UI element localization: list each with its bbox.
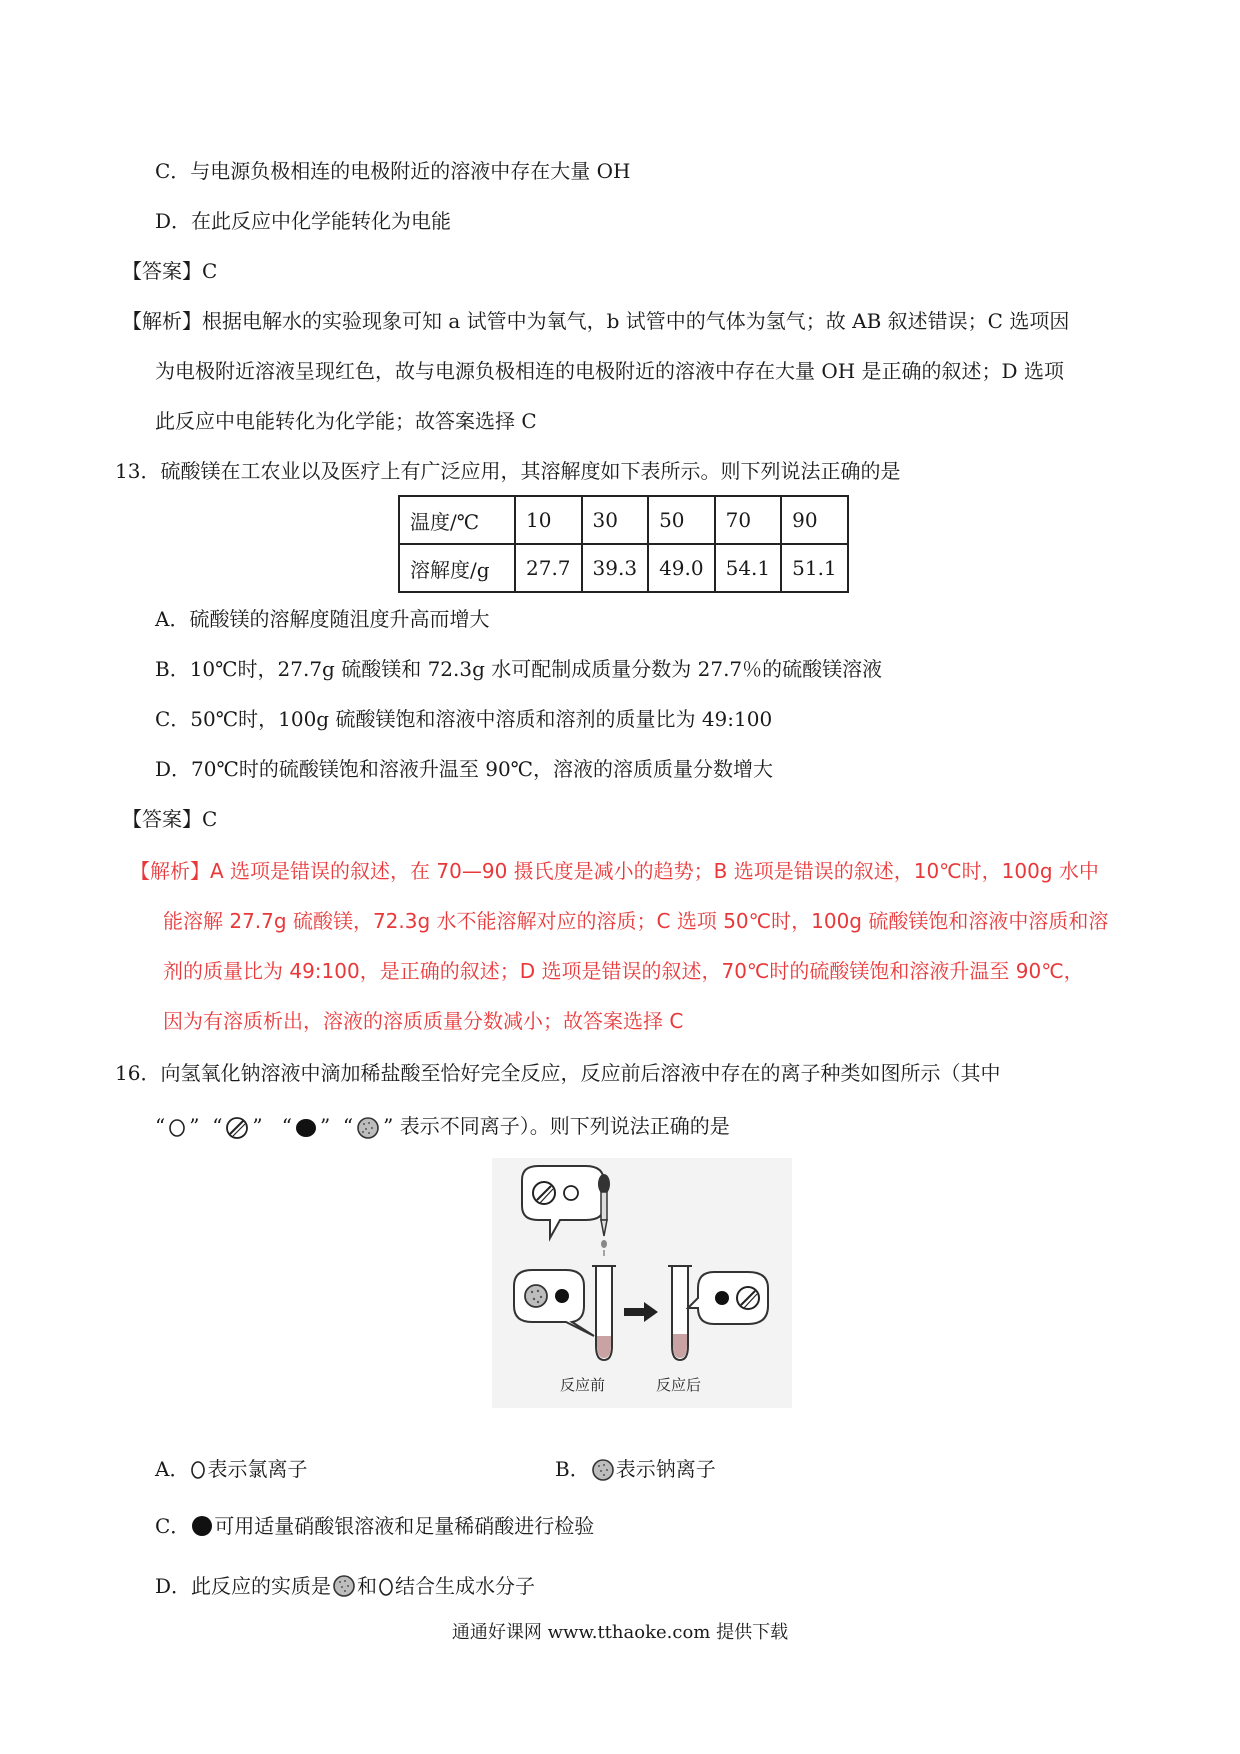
- solubility-table: [398, 495, 849, 593]
- q16-option-d-prefix: D．此反应的实质是: [155, 1574, 332, 1598]
- open-quote: “: [212, 1114, 223, 1138]
- q16-option-b: [555, 1455, 716, 1484]
- label-after: 反应后: [656, 1376, 702, 1394]
- dotted-circle-ion-icon: [525, 1285, 547, 1307]
- table-row-temperature: [399, 496, 848, 544]
- table-header-solubility: 溶解度/g: [399, 544, 515, 592]
- test-tube-before-icon: [592, 1266, 616, 1360]
- open-quote: “: [155, 1114, 166, 1138]
- close-quote: ”: [319, 1114, 331, 1138]
- q16-option-b-suffix: 表示钠离子: [615, 1457, 716, 1481]
- q13-analysis-line-4: 因为有溶质析出，溶液的溶质质量分数减小；故答案选择 C: [163, 1009, 684, 1033]
- table-cell: 54.1: [715, 544, 782, 592]
- q16-option-c-suffix: 可用适量硝酸银溶液和足量稀硝酸进行检验: [214, 1514, 595, 1538]
- hollow-circle-ion-icon: [377, 1577, 395, 1599]
- q12-analysis-line-3: 此反应中电能转化为化学能；故答案选择 C: [155, 409, 537, 433]
- q12-analysis-line-1: 【解析】根据电解水的实验现象可知 a 试管中为氧气，b 试管中的气体为氢气；故 AB 叙述错误；C 选项因: [122, 309, 1070, 333]
- q13-answer: 【答案】C: [122, 807, 218, 831]
- black-circle-ion-icon: [190, 1516, 214, 1540]
- q16-option-d-mid: 和: [357, 1574, 378, 1598]
- table-cell: 10: [515, 496, 582, 544]
- q16-option-c-prefix: C．: [155, 1514, 191, 1538]
- q13-option-b: B．10℃时，27.7g 硫酸镁和 72.3g 水可配制成质量分数为 27.7％的硫酸镁溶液: [155, 657, 883, 681]
- q13-analysis-line-2: 能溶解 27.7g 硫酸镁，72.3g 水不能溶解对应的溶质；C 选项 50℃时，100g 硫酸镁饱和溶液中溶质和溶: [163, 909, 1109, 933]
- q13-stem: 13．硫酸镁在工农业以及医疗上有广泛应用，其溶解度如下表所示。则下列说法正确的是: [115, 459, 901, 483]
- hollow-circle-ion-icon: [167, 1117, 187, 1139]
- close-quote: ”: [252, 1114, 263, 1138]
- table-cell: 70: [715, 496, 782, 544]
- q16-stem-line-2: [155, 1112, 730, 1141]
- test-tube-after-icon: [668, 1266, 692, 1360]
- q13-analysis-line-1: 【解析】A 选项是错误的叙述，在 70—90 摄氏度是减小的趋势；B 选项是错误的叙述，10℃时，100g 水中: [130, 859, 1099, 883]
- table-cell: 39.3: [582, 544, 649, 592]
- q16-option-b-prefix: B．: [555, 1457, 590, 1481]
- table-cell: 30: [582, 496, 649, 544]
- table-cell: 50: [648, 496, 715, 544]
- black-circle-ion-icon: [715, 1291, 729, 1305]
- q12-option-d: D．在此反应中化学能转化为电能: [155, 209, 452, 233]
- table-row-solubility: [399, 544, 848, 592]
- q16-option-d-suffix: 结合生成水分子: [395, 1574, 536, 1598]
- table-header-temperature: 温度/℃: [399, 496, 515, 544]
- q16-option-a-prefix: A．: [155, 1457, 190, 1481]
- q12-option-c: C．与电源负极相连的电极附近的溶液中存在大量 OH: [155, 159, 631, 183]
- q16-option-d: [155, 1572, 535, 1601]
- black-circle-ion-icon: [294, 1117, 318, 1139]
- dotted-circle-ion-icon: [331, 1575, 357, 1601]
- page-footer: 通通好课网 www.tthaoke.com 提供下载: [451, 1622, 789, 1643]
- table-cell: 27.7: [515, 544, 582, 592]
- hollow-circle-ion-icon: [189, 1460, 207, 1482]
- table-cell: 49.0: [648, 544, 715, 592]
- hollow-circle-ion-icon: [564, 1186, 578, 1200]
- open-quote: “: [281, 1114, 292, 1138]
- reaction-diagram: [492, 1158, 792, 1408]
- close-quote: ”: [383, 1114, 394, 1138]
- table-cell: 90: [781, 496, 848, 544]
- black-circle-ion-icon: [555, 1289, 569, 1303]
- q16-option-c: [155, 1512, 594, 1540]
- open-quote: “: [342, 1114, 354, 1138]
- dotted-circle-ion-icon: [590, 1458, 616, 1484]
- q16-stem-line-1: 16．向氢氧化钠溶液中滴加稀盐酸至恰好完全反应，反应前后溶液中存在的离子种类如图所示（其中: [115, 1061, 1001, 1085]
- after-bubble: [688, 1272, 768, 1324]
- q12-answer: 【答案】C: [122, 259, 218, 283]
- q12-analysis-line-2: 为电极附近溶液呈现红色，故与电源负极相连的电极附近的溶液中存在大量 OH 是正确的叙述；D 选项: [155, 359, 1064, 383]
- q13-option-d: D．70℃时的硫酸镁饱和溶液升温至 90℃，溶液的溶质质量分数增大: [155, 757, 774, 781]
- hatched-circle-ion-icon: [224, 1115, 250, 1141]
- q16-option-a-suffix: 表示氯离子: [207, 1457, 308, 1481]
- dotted-circle-ion-icon: [355, 1115, 381, 1141]
- label-before: 反应前: [560, 1376, 606, 1394]
- q16-stem-line-2-suffix: 表示不同离子）。则下列说法正确的是: [399, 1114, 730, 1138]
- q13-option-a: A．硫酸镁的溶解度随沮度升高而增大: [155, 607, 490, 631]
- q16-option-a: [155, 1455, 307, 1483]
- close-quote: ”: [189, 1114, 200, 1138]
- table-cell: 51.1: [781, 544, 848, 592]
- q13-option-c: C．50℃时，100g 硫酸镁饱和溶液中溶质和溶剂的质量比为 49:100: [155, 707, 773, 731]
- q13-analysis-line-3: 剂的质量比为 49:100，是正确的叙述；D 选项是错误的叙述，70℃时的硫酸镁饱和溶液升温至 90℃，: [163, 959, 1084, 983]
